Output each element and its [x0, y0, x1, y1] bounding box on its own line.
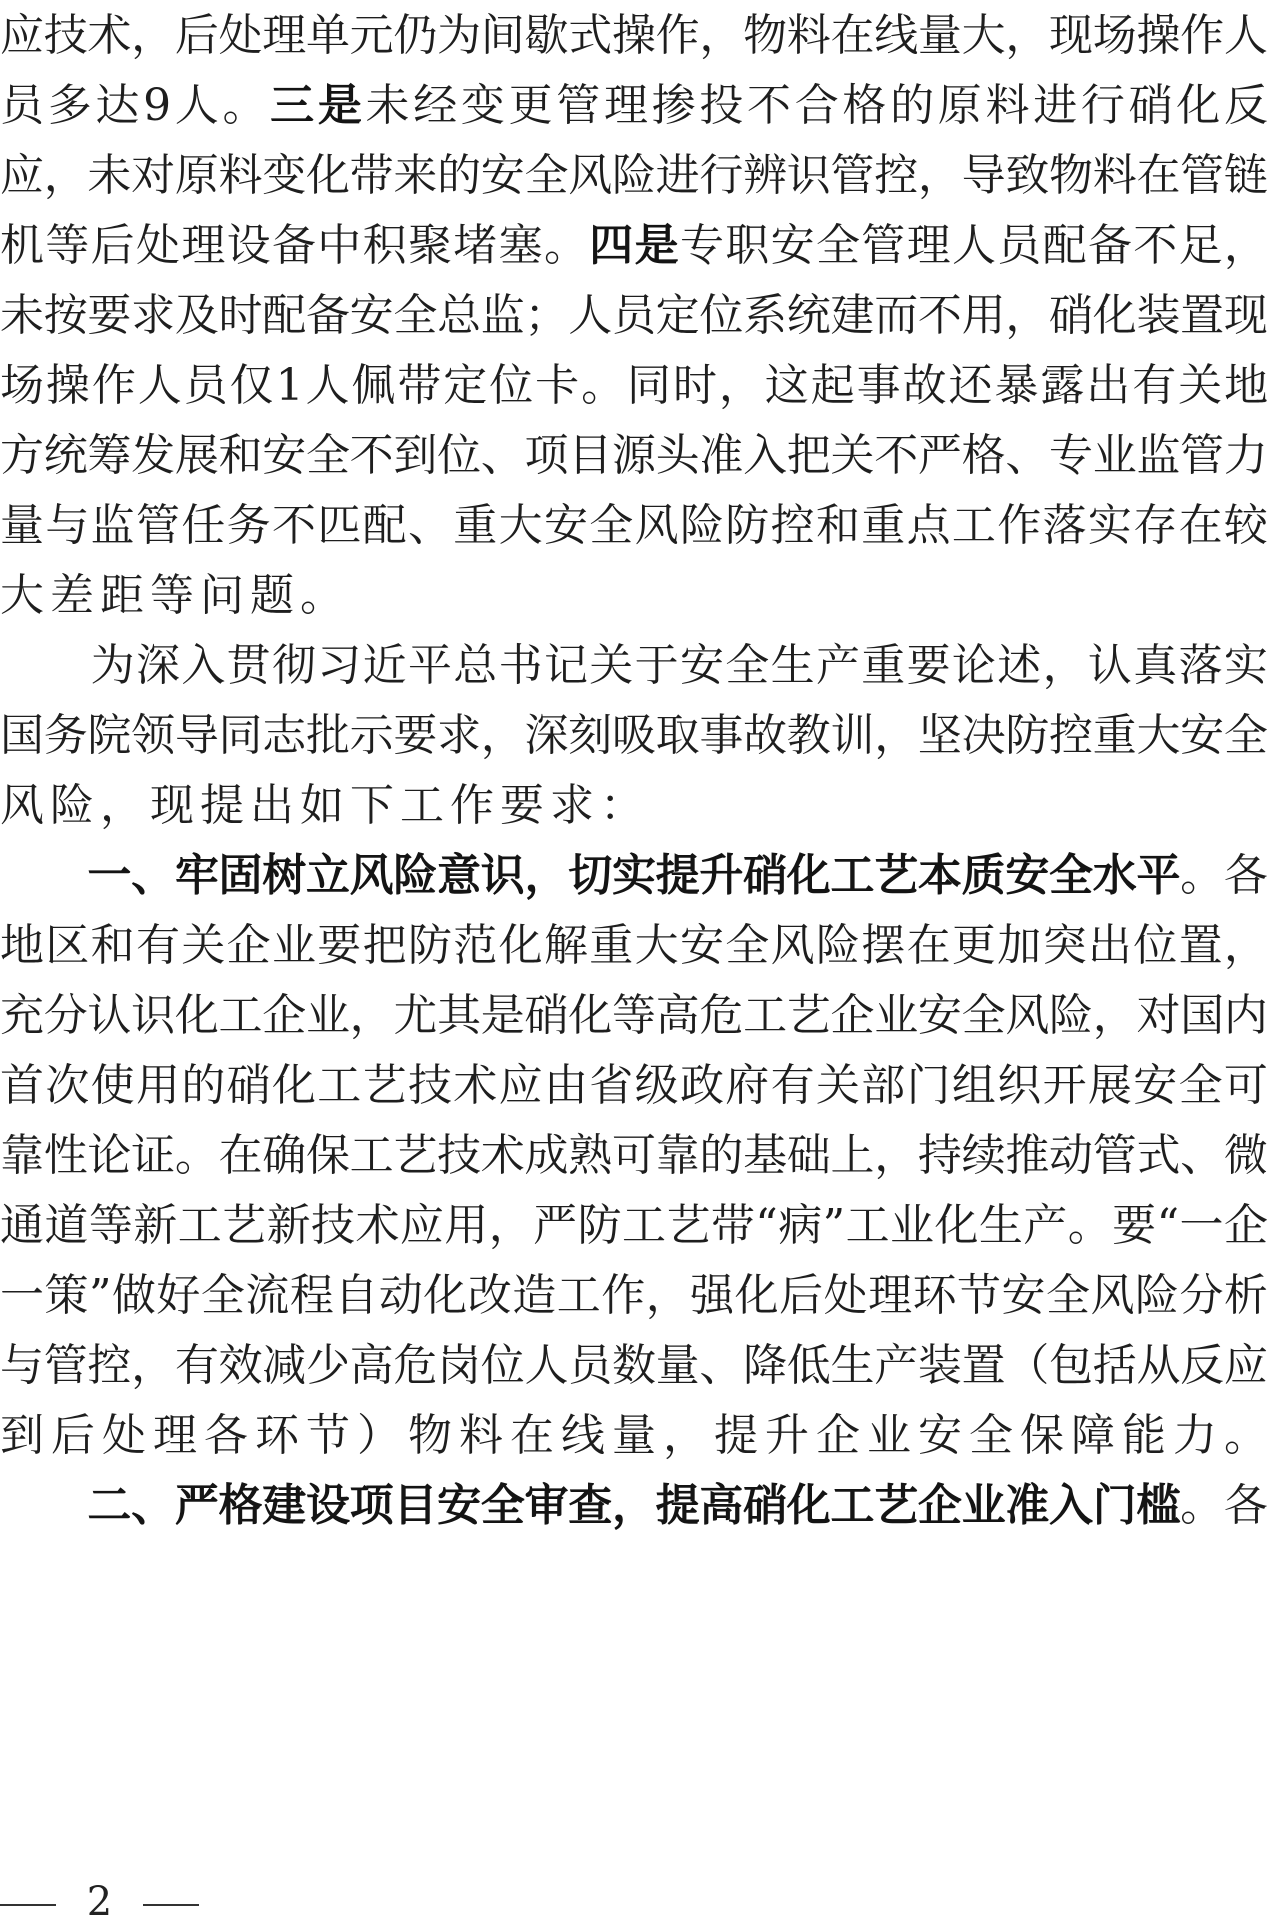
text-run: 未经变更管理掺投不合格的原料进行硝化反	[365, 80, 1272, 131]
text-run: 与管控，有效减少高危岗位人员数量、降低生产装置（包括从反应	[0, 1340, 1268, 1391]
text-line	[0, 1470, 1280, 1542]
footer-dash-left	[0, 1904, 56, 1906]
text-run	[0, 850, 87, 901]
text-line	[0, 1120, 1280, 1192]
text-line-content	[0, 1410, 1275, 1461]
bold-heading-run: 二、严格建设项目安全审查，提高硝化工艺企业准入门槛	[87, 1480, 1181, 1531]
text-line-content	[0, 1200, 1268, 1251]
bold-heading-run: 一、牢固树立风险意识，切实提升硝化工艺本质安全水平	[87, 850, 1181, 901]
text-run: 量与监管任务不匹配、重大安全风险防控和重点工作落实存在较	[0, 500, 1270, 551]
text-line	[0, 280, 1280, 352]
text-line-content	[0, 570, 350, 621]
footer-dash-right	[143, 1904, 199, 1906]
text-run: 地区和有关企业要把防范化解重大安全风险摆在更加突出位置，	[0, 920, 1270, 971]
text-line	[0, 1190, 1280, 1262]
text-line	[0, 350, 1280, 422]
text-line	[0, 770, 1280, 842]
text-line-content	[0, 1060, 1269, 1111]
text-line-content	[0, 220, 1269, 271]
text-line	[0, 490, 1280, 562]
text-line-content	[0, 640, 1269, 691]
text-run: 充分认识化工企业，尤其是硝化等高危工艺企业安全风险，对国内	[0, 990, 1268, 1041]
text-run: 为深入贯彻习近平总书记关于安全生产重要论述，认真落实	[0, 640, 1270, 691]
text-line	[0, 140, 1280, 212]
bold-heading-run: 四是	[589, 220, 680, 271]
text-line-content	[0, 920, 1269, 971]
text-line	[0, 1050, 1280, 1122]
text-line-content	[0, 10, 1268, 61]
text-line-content	[0, 1270, 1268, 1321]
text-line-content	[0, 780, 650, 831]
page-number: 2	[86, 1879, 113, 1925]
text-run: 员多达9人。	[0, 80, 271, 131]
text-line-content	[0, 80, 1272, 131]
text-line-content	[0, 290, 1268, 341]
text-line	[0, 1260, 1280, 1332]
text-line	[0, 210, 1280, 282]
text-line-content	[0, 150, 1268, 201]
text-line	[0, 420, 1280, 492]
text-run: 国务院领导同志批示要求，深刻吸取事故教训，坚决防控重大安全	[0, 710, 1268, 761]
text-line	[0, 980, 1280, 1052]
text-run	[0, 1480, 87, 1531]
text-line-content	[0, 1130, 1268, 1181]
text-run: 首次使用的硝化工艺技术应由省级政府有关部门组织开展安全可	[0, 1060, 1270, 1111]
text-run: 应，未对原料变化带来的安全风险进行辨识管控，导致物料在管链	[0, 150, 1268, 201]
page-footer	[0, 1880, 199, 1924]
text-line	[0, 700, 1280, 772]
text-line	[0, 840, 1280, 912]
text-line	[0, 560, 1280, 632]
text-line	[0, 1330, 1280, 1402]
text-run: 一策”做好全流程自动化改造工作，强化后处理环节安全风险分析	[0, 1270, 1269, 1321]
text-run: 场操作人员仅1人佩带定位卡。同时，这起事故还暴露出有关地	[0, 360, 1271, 411]
text-line	[0, 1400, 1280, 1472]
text-run: 风险，现提出如下工作要求：	[0, 780, 650, 831]
text-line	[0, 910, 1280, 982]
text-run: 应技术，后处理单元仍为间歇式操作，物料在线量大，现场操作人	[0, 10, 1268, 61]
text-run: 。各	[1180, 850, 1268, 901]
bold-heading-run: 三是	[270, 80, 366, 131]
text-line	[0, 0, 1280, 72]
text-line-content	[0, 710, 1268, 761]
text-run: 大差距等问题。	[0, 570, 350, 621]
text-line-content	[0, 850, 1268, 901]
text-line-content	[0, 990, 1268, 1041]
text-line-content	[0, 500, 1269, 551]
text-line	[0, 70, 1280, 142]
text-run: 未按要求及时配备安全总监；人员定位系统建而不用，硝化装置现	[0, 290, 1268, 341]
text-line-content	[0, 1340, 1268, 1391]
text-line	[0, 630, 1280, 702]
text-run: 。各	[1180, 1480, 1268, 1531]
text-line-content	[0, 360, 1270, 411]
text-line-content	[0, 430, 1268, 481]
text-run: 机等后处理设备中积聚堵塞。	[0, 220, 590, 271]
text-run: 到后处理各环节）物料在线量，提升企业安全保障能力。	[0, 1410, 1275, 1461]
text-run: 靠性论证。在确保工艺技术成熟可靠的基础上，持续推动管式、微	[0, 1130, 1268, 1181]
text-run: 专职安全管理人员配备不足，	[679, 220, 1270, 271]
text-line-content	[0, 1480, 1268, 1531]
text-run: 方统筹发展和安全不到位、项目源头准入把关不严格、专业监管力	[0, 430, 1268, 481]
text-run: 通道等新工艺新技术应用，严防工艺带“病”工业化生产。要“一企	[0, 1200, 1269, 1251]
